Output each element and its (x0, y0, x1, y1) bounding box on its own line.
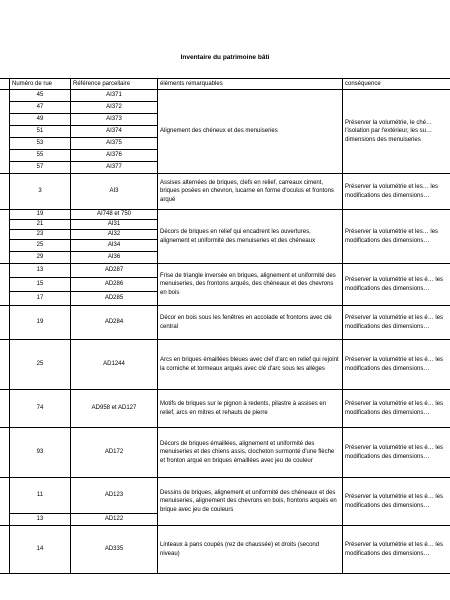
parcel-reference: AI377 (71, 162, 158, 174)
consequence: Préserver la volumétrie et les é… les modifications des dimensions… (343, 526, 450, 574)
header-parcel-ref: Référence parcellaire (71, 79, 158, 90)
heritage-inventory-table (0, 78, 450, 574)
parcel-reference: AD172 (71, 428, 158, 478)
parcel-reference: AD287 (71, 264, 158, 278)
parcel-reference: AI371 (71, 90, 158, 102)
parcel-reference: AI748 et 750 (71, 210, 158, 220)
street-number: 13 (10, 514, 71, 526)
street-number: 19 (10, 210, 71, 220)
street-cell (0, 210, 10, 264)
street-number: 29 (10, 252, 71, 264)
table-header-row (0, 79, 450, 90)
parcel-reference: AD958 et AD127 (71, 390, 158, 428)
street-number: 14 (10, 526, 71, 574)
parcel-reference: AD284 (71, 306, 158, 340)
street-cell (0, 526, 10, 574)
street-number: 74 (10, 390, 71, 428)
parcel-reference: AD123 (71, 478, 158, 514)
header-street-cell (0, 79, 10, 90)
street-number: 17 (10, 292, 71, 306)
page-title: Inventaire du patrimoine bâti (180, 54, 270, 61)
street-number: 53 (10, 138, 71, 150)
street-cell (0, 340, 10, 390)
remarkable-elements: Décor en bois sous les fenêtres en accolade et frontons avec clé central (158, 306, 343, 340)
table-row (0, 340, 450, 390)
consequence: Préserver la volumétrie et les é… les modifications des dimensions… (343, 264, 450, 306)
consequence: Préserver la volumétrie, le ché… l'isolation par l'extérieur, les su… dimensions des menuiseries (343, 90, 450, 174)
table-row (0, 264, 450, 278)
remarkable-elements: Dessins de briques, alignement et uniformité des chéneaux et des menuiseries, alignement des chevrons en bois, frontons arqués en brique avec jeu de couleurs (158, 478, 343, 526)
parcel-reference: AI32 (71, 230, 158, 240)
parcel-reference: AI373 (71, 114, 158, 126)
street-cell (0, 428, 10, 478)
table-row (0, 174, 450, 210)
street-number: 13 (10, 264, 71, 278)
header-features: éléments remarquables (158, 79, 343, 90)
remarkable-elements: Frise de triangle inversée en briques, alignement et uniformité des menuiseries, des frontons arqués, des chéneaux et des chevrons en bois (158, 264, 343, 306)
street-cell (0, 90, 10, 174)
parcel-reference: AI372 (71, 102, 158, 114)
parcel-reference: AD1244 (71, 340, 158, 390)
street-number: 19 (10, 306, 71, 340)
remarkable-elements: Alignement des chéneux et des menuiseries (158, 90, 343, 174)
parcel-reference: AI34 (71, 240, 158, 252)
consequence: Préserver la volumétrie et les é… les modifications des dimensions… (343, 390, 450, 428)
table-row (0, 210, 450, 220)
parcel-reference: AI374 (71, 126, 158, 138)
parcel-reference: AI375 (71, 138, 158, 150)
table-row (0, 390, 450, 428)
street-cell (0, 478, 10, 526)
street-number: 25 (10, 240, 71, 252)
street-number: 3 (10, 174, 71, 210)
header-street-number: Numéro de rue (10, 79, 71, 90)
parcel-reference: AI376 (71, 150, 158, 162)
street-number: 93 (10, 428, 71, 478)
street-number: 15 (10, 278, 71, 292)
table-row (0, 428, 450, 478)
table-row (0, 90, 450, 102)
consequence: Préserver la volumétrie et les… les modifications des dimensions… (343, 210, 450, 264)
parcel-reference: AD335 (71, 526, 158, 574)
remarkable-elements: Motifs de briques sur le pignon à redents, pilastre à assises en relief, arcs en mitres et rehauts de pierre (158, 390, 343, 428)
parcel-reference: AD122 (71, 514, 158, 526)
consequence: Préserver la volumétrie et les é… les modifications des dimensions… (343, 306, 450, 340)
street-number: 47 (10, 102, 71, 114)
street-number: 25 (10, 340, 71, 390)
street-number: 45 (10, 90, 71, 102)
remarkable-elements: Assises alternées de briques, clefs en relief, carreaux ciment, briques posées en chevron, lucarne en forme d'oculus et frontons arqué (158, 174, 343, 210)
street-cell (0, 264, 10, 306)
street-number: 55 (10, 150, 71, 162)
consequence: Préserver la volumétrie et les é… les modifications des dimensions… (343, 478, 450, 526)
street-number: 21 (10, 220, 71, 230)
street-number: 23 (10, 230, 71, 240)
remarkable-elements: Décors de briques en relief qui encadrent les ouvertures, alignement et uniformité des menuiseries et des chéneaux (158, 210, 343, 264)
table-row (0, 306, 450, 340)
street-cell (0, 174, 10, 210)
parcel-reference: AI3 (71, 174, 158, 210)
street-cell (0, 390, 10, 428)
remarkable-elements: Arcs en briques émaillées bleues avec clef d'arc en relief qui rejoint la corniche et tormeaux arqués avec clé d'arc sous les allèges (158, 340, 343, 390)
street-number: 51 (10, 126, 71, 138)
remarkable-elements: Décors de briques émaillées, alignement et uniformité des menuiseries et des chiens assis, clocheton surmonté d'une flèche et fronton arqué en briques émaillées avec jeu de couleur (158, 428, 343, 478)
table-row (0, 526, 450, 574)
header-consequence: conséquence (343, 79, 450, 90)
street-number: 49 (10, 114, 71, 126)
street-number: 11 (10, 478, 71, 514)
table-row (0, 478, 450, 514)
street-cell (0, 306, 10, 340)
parcel-reference: AI31 (71, 220, 158, 230)
street-number: 57 (10, 162, 71, 174)
consequence: Préserver la volumétrie et les… les modifications des dimensions… (343, 174, 450, 210)
parcel-reference: AD286 (71, 278, 158, 292)
remarkable-elements: Linteaux à pans coupés (rez de chaussée) et droits (second niveau) (158, 526, 343, 574)
parcel-reference: AI36 (71, 252, 158, 264)
consequence: Préserver la volumétrie et les é… les modifications des dimensions… (343, 428, 450, 478)
parcel-reference: AD285 (71, 292, 158, 306)
consequence: Préserver la volumétrie et les é… les modifications des dimensions… (343, 340, 450, 390)
